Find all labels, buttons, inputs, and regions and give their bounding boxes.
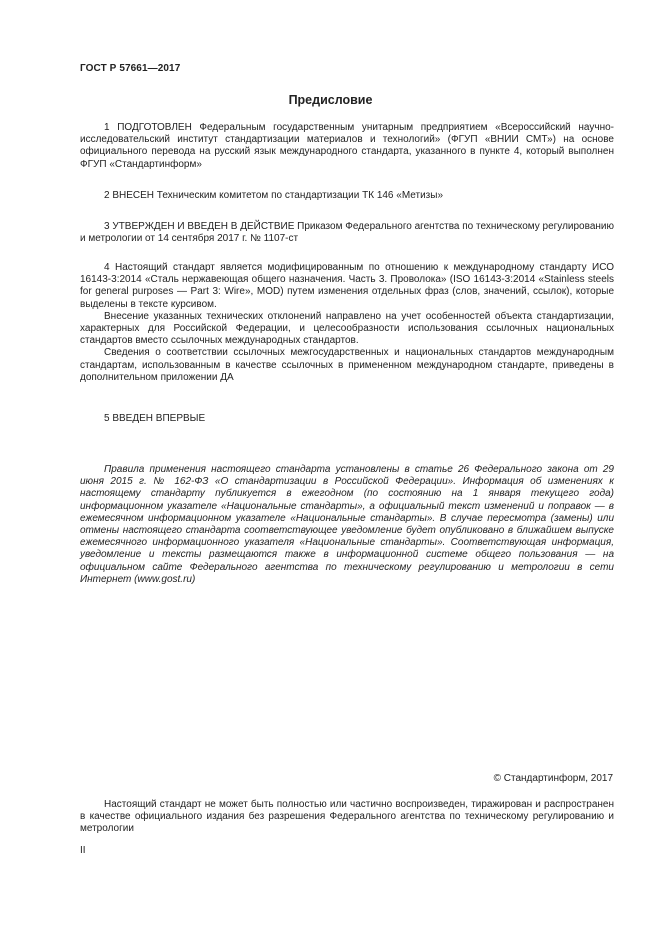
preface-item-3: 3 УТВЕРЖДЕН И ВВЕДЕН В ДЕЙСТВИЕ Приказом Федерального агентства по техническому регулированию и метрологии от 14 сентября 2017 г. № 1107-ст — [80, 221, 614, 245]
preface-item-4 — [80, 262, 614, 384]
preface-item-4-paragraph: Внесение указанных технических отклонений направлено на учет особенностей объекта стандартизации, характерных для Российской Федерации, и целесообразности использования ссылочных национальных стандартов вместо ссылочных международных стандартов. — [80, 310, 614, 347]
preface-item-4-paragraph: 4 Настоящий стандарт является модифицированным по отношению к международному стандарту ИСО 16143-3:2014 «Сталь нержавеющая общего назначения. Часть 3. Проволока» (ISO 16143-3:2014 «Stainless steels for general purposes — Part 3: Wire», MOD) путем изменения отдельных фраз (слов, значений, ссылок), которые выделены в тексте курсивом. — [80, 262, 614, 310]
rules-notice: Правила применения настоящего стандарта установлены в статье 26 Федерального закона от 29 июня 2015 г. № 162-ФЗ «О стандартизации в Российской Федерации». Информация об изменениях к настоящему стандарту публикуется в ежегодном (по состоянию на 1 января текущего года) информационном указателе «Национальные стандарты», а официальный текст изменений и поправок — в ежемесячном информационном указателе «Национальные стандарты». В случае пересмотра (замены) или отмены настоящего стандарта соответствующее уведомление будет опубликовано в ближайшем выпуске ежемесячного информационного указателя «Национальные стандарты». Соответствующая информация, уведомление и тексты размещаются также в информационной системе общего пользования — на официальном сайте Федерального агентства по техническому регулированию и метрологии в сети Интернет (www.gost.ru) — [80, 464, 614, 585]
preface-item-1: 1 ПОДГОТОВЛЕН Федеральным государственным унитарным предприятием «Всероссийский научно-исследовательский институт стандартизации материалов и технологий» (ФГУП «ВНИИ СМТ») на основе официального перевода на русский язык международного стандарта, указанного в пункте 4, который выполнен ФГУП «Стандартинформ» — [80, 122, 614, 170]
copyright: © Стандартинформ, 2017 — [493, 773, 613, 784]
legal-notice: Настоящий стандарт не может быть полностью или частично воспроизведен, тиражирован и распространен в качестве официального издания без разрешения Федерального агентства по техническому регулированию и метрологии — [80, 799, 614, 835]
page-title: Предисловие — [288, 93, 373, 107]
preface-item-5: 5 ВВЕДЕН ВПЕРВЫЕ — [104, 413, 206, 424]
page-number: II — [80, 845, 86, 856]
standard-code: ГОСТ Р 57661—2017 — [80, 63, 181, 74]
preface-item-4-paragraph: Сведения о соответствии ссылочных межгосударственных и национальных стандартов международным стандартам, использованным в качестве ссылочных в примененном международном стандарте, приведены в дополнительном приложении ДА — [80, 347, 614, 383]
preface-item-2: 2 ВНЕСЕН Техническим комитетом по стандартизации ТК 146 «Метизы» — [104, 190, 444, 201]
